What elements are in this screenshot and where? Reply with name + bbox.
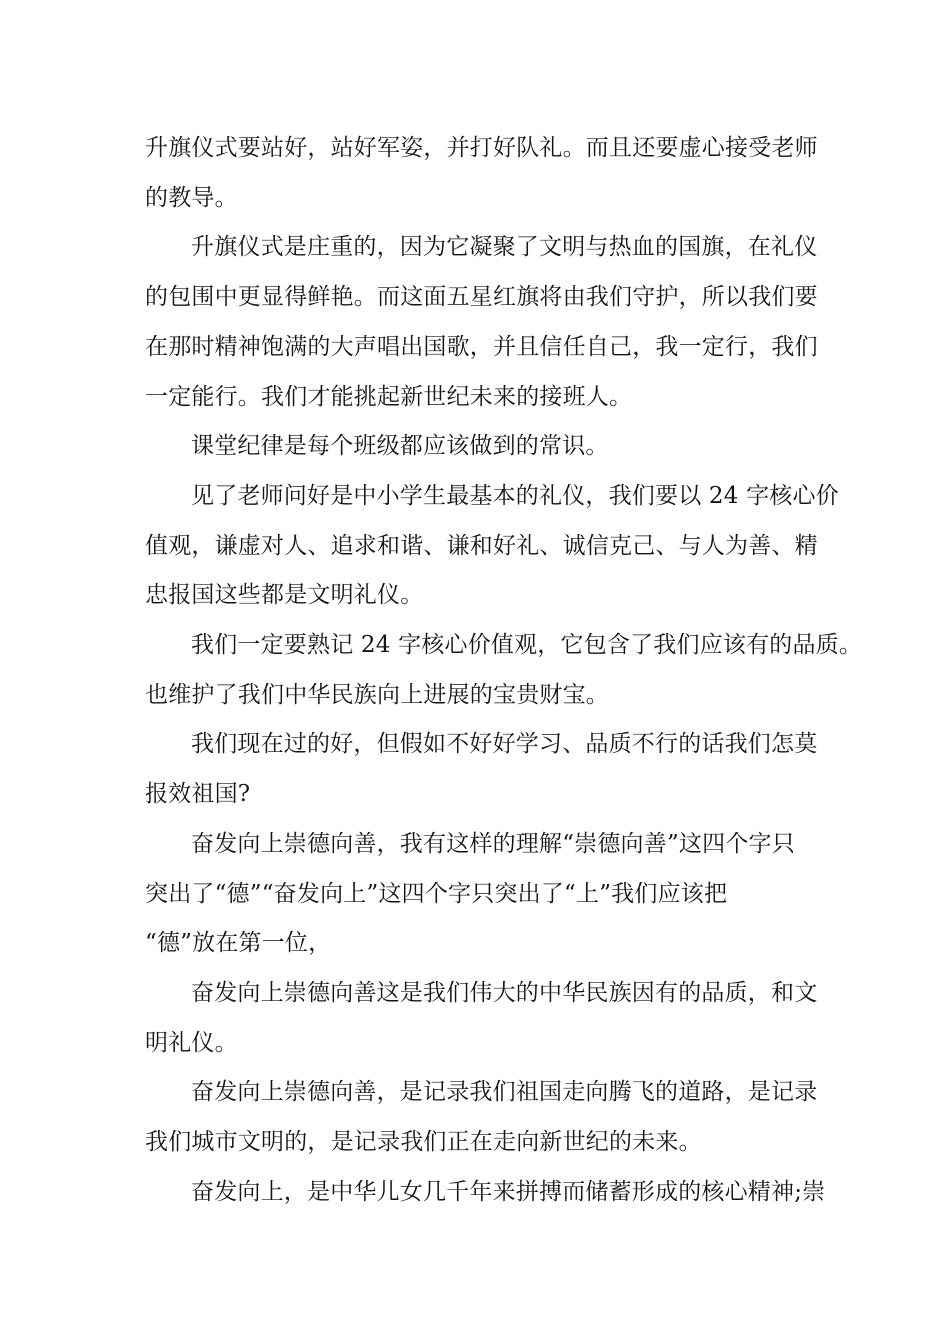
text-line: 我们城市文明的，是记录我们正在走向新世纪的未来。 <box>145 1129 702 1156</box>
text-line: 奋发向上崇德向善，是记录我们祖国走向腾飞的道路，是记录 <box>191 1079 818 1106</box>
text-line: 奋发向上崇德向善，我有这样的理解“崇德向善”这四个字只 <box>191 830 795 857</box>
paragraph-5 <box>145 621 863 720</box>
text-line: 奋发向上崇德向善这是我们伟大的中华民族因有的品质，和文 <box>191 979 818 1006</box>
text-line: 我们一定要熟记 24 字核心价值观，它包含了我们应该有的品质。 <box>191 632 863 659</box>
text-line: 明礼仪。 <box>145 1029 238 1056</box>
document-body <box>145 124 863 1217</box>
paragraph-9 <box>145 1068 845 1167</box>
text-line: 报效祖国? <box>145 781 251 808</box>
paragraph-4 <box>145 472 845 621</box>
text-line: 奋发向上，是中华儿女几千年来拼搏而储蓄形成的核心精神;崇 <box>191 1178 826 1205</box>
text-line: 的包围中更显得鲜艳。而这面五星红旗将由我们守护，所以我们要 <box>145 284 818 311</box>
text-line: 见了老师问好是中小学生最基本的礼仪，我们要以 24 字核心价 <box>191 482 839 509</box>
paragraph-1 <box>145 124 845 223</box>
text-line: 一定能行。我们才能挑起新世纪未来的接班人。 <box>145 383 633 410</box>
text-line: 忠报国这些都是文明礼仪。 <box>145 582 424 609</box>
text-line: 也维护了我们中华民族向上进展的宝贵财宝。 <box>145 681 609 708</box>
text-line: 升旗仪式是庄重的，因为它凝聚了文明与热血的国旗，在礼仪 <box>191 234 818 261</box>
text-line: “德”放在第一位， <box>145 930 332 957</box>
paragraph-7 <box>145 820 845 969</box>
paragraph-3 <box>145 422 845 472</box>
text-line: 的教导。 <box>145 184 238 211</box>
text-line: 在那时精神饱满的大声唱出国歌，并且信任自己，我一定行，我们 <box>145 333 818 360</box>
paragraph-8 <box>145 969 845 1068</box>
text-line: 我们现在过的好，但假如不好好学习、品质不行的话我们怎莫 <box>191 731 818 758</box>
paragraph-6 <box>145 720 845 819</box>
text-line: 升旗仪式要站好，站好军姿，并打好队礼。而且还要虚心接受老师 <box>145 135 818 161</box>
text-line: 值观，谦虚对人、追求和谐、谦和好礼、诚信克己、与人为善、精 <box>145 532 818 559</box>
text-line: 突出了“德”“奋发向上”这四个字只突出了“上”我们应该把 <box>145 880 728 907</box>
paragraph-2 <box>145 223 845 422</box>
paragraph-10 <box>145 1168 845 1218</box>
text-line: 课堂纪律是每个班级都应该做到的常识。 <box>191 433 609 460</box>
